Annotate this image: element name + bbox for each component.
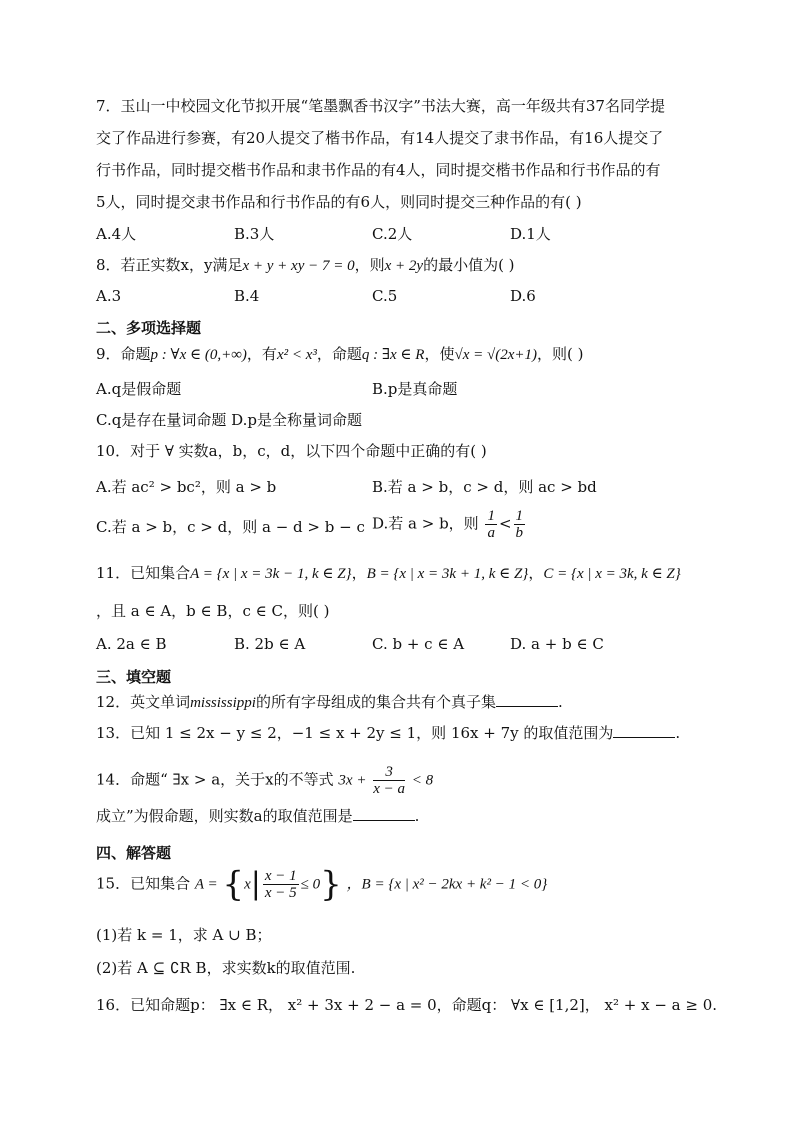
q12-stem xyxy=(96,692,563,713)
set-a-relation: ≤ 0 xyxy=(300,876,321,893)
fraction-denominator: x − 5 xyxy=(264,885,297,901)
q8-option-b: B.4 xyxy=(234,287,260,305)
fraction xyxy=(373,764,405,797)
q10-stem: 10．对于 ∀ 实数a，b，c，d，以下四个命题中正确的有( ) xyxy=(96,442,487,460)
fraction xyxy=(514,508,526,541)
q9-proposition-q: q : ∃x ∈ R xyxy=(361,347,425,363)
q9-post: ，则( ) xyxy=(536,345,584,363)
q9-mid2: ，命题 xyxy=(316,345,362,363)
q13-text: 13．已知 1 ≤ 2x − y ≤ 2，−1 ≤ x + 2y ≤ 1，则 16x + 7y 的取值范围为 xyxy=(96,724,614,742)
q14-pre: 14．命题“ ∃x > a，关于x的不等式 xyxy=(96,770,334,789)
relation: < xyxy=(498,514,512,533)
separator-bar: | xyxy=(250,866,261,902)
q11-option-a: A. 2a ∈ B xyxy=(96,635,167,653)
q8-equation: x + y + xy − 7 = 0 xyxy=(242,258,355,274)
fraction-denominator: x − a xyxy=(373,781,406,797)
q9-stem xyxy=(96,344,583,365)
q14-line2 xyxy=(96,806,419,826)
q12-post: 的所有字母组成的集合共有个真子集 xyxy=(255,693,496,711)
q15-part1: (1)若 k = 1，求 A ∪ B； xyxy=(96,926,272,944)
q7-line1: 7．玉山一中校园文化节拟开展“笔墨飘香书汉字”书法大赛，高一年级共有37名同学提 xyxy=(96,97,665,115)
q9-proposition-p: p : ∀x ∈ (0,+∞) xyxy=(150,347,247,363)
set-b: B = {x | x = 3k + 1, k ∈ Z} xyxy=(366,566,529,582)
fraction-numerator: 3 xyxy=(373,764,405,781)
q9-option-b: B.p是真命题 xyxy=(372,380,458,398)
q7-option-b: B.3人 xyxy=(234,225,275,243)
q8-option-c: C.5 xyxy=(372,287,398,305)
q8-option-d: D.6 xyxy=(510,287,536,305)
q8-target: x + 2y xyxy=(384,258,424,274)
section-heading-solutions: 四、解答题 xyxy=(96,844,172,862)
q15-part2: (2)若 A ⊆ ∁R B，求实数k的取值范围. xyxy=(96,959,356,977)
right-brace: } xyxy=(320,864,342,905)
q9-option-a: A.q是假命题 xyxy=(96,380,182,398)
fraction xyxy=(263,868,299,901)
set-a: A = {x | x = 3k − 1, k ∈ Z} xyxy=(190,566,352,582)
q8-option-a: A.3 xyxy=(96,287,122,305)
q7-option-a: A.4人 xyxy=(96,225,137,243)
q13-end: . xyxy=(675,724,681,742)
q10-option-a: A.若 ac² > bc²，则 a > b xyxy=(96,478,277,496)
q7-line4: 5人，同时提交隶书作品和行书作品的有6人，则同时提交三种作品的有( ) xyxy=(96,193,582,211)
q15-pre: 15．已知集合 xyxy=(96,874,191,893)
q14-line1 xyxy=(96,764,433,797)
left-brace: { xyxy=(222,864,245,905)
q8-stem xyxy=(96,255,515,276)
q7-line3: 行书作品，同时提交楷书作品和隶书作品的有4人，同时提交楷书作品和行书作品的有 xyxy=(96,161,661,179)
q7-line2: 交了作品进行参赛，有20人提交了楷书作品，有14人提交了隶书作品，有16人提交了 xyxy=(96,129,664,147)
answer-blank[interactable] xyxy=(613,723,675,738)
q10-option-d xyxy=(372,508,527,541)
q11-option-c: C. b + c ∈ A xyxy=(372,635,465,653)
set-c: C = {x | x = 3k, k ∈ Z} xyxy=(543,566,681,582)
fraction-numerator: 1 xyxy=(487,508,495,524)
fraction-numerator: 1 xyxy=(515,508,524,524)
fraction-denominator: b xyxy=(515,525,524,541)
q14-expr: 3x + xyxy=(338,772,367,789)
q13-stem xyxy=(96,723,680,743)
q7-option-d: D.1人 xyxy=(510,225,551,243)
answer-blank[interactable] xyxy=(496,692,558,707)
q7-option-c: C.2人 xyxy=(372,225,413,243)
section-heading-fill-in: 三、填空题 xyxy=(96,668,172,686)
q12-word: mississippi xyxy=(190,695,256,711)
fraction-denominator: a xyxy=(487,525,495,541)
q11-option-d: D. a + b ∈ C xyxy=(510,635,604,653)
q9-pre: 9．命题 xyxy=(96,345,151,363)
answer-blank[interactable] xyxy=(353,806,415,821)
q8-mid: ，则 xyxy=(354,256,385,274)
q12-end: . xyxy=(557,693,563,711)
q14-end: . xyxy=(414,807,420,825)
q15-stem xyxy=(96,864,548,905)
q11-pre: 11．已知集合 xyxy=(96,564,191,582)
fraction-numerator: x − 1 xyxy=(264,868,297,884)
q8-pre: 8．若正实数x，y满足 xyxy=(96,256,243,274)
q9-equation: √x = √(2x+1) xyxy=(454,347,537,363)
q14-line2-text: 成立”为假命题，则实数a的取值范围是 xyxy=(96,807,353,825)
q9-mid3: ，使 xyxy=(424,345,455,363)
q11-line2: ，且 a ∈ A，b ∈ B，c ∈ C，则( ) xyxy=(96,602,330,620)
q16-stem: 16．已知命题p： ∃x ∈ R， x² + 3x + 2 − a = 0，命题q： ∀x ∈ [1,2]， x² + x − a ≥ 0. xyxy=(96,996,718,1014)
set-a-lhs: A = xyxy=(194,876,218,893)
q9-option-cd: C.q是存在量词命题 D.p是全称量词命题 xyxy=(96,411,362,429)
q9-inequality: x² < x³ xyxy=(276,347,317,363)
q9-mid1: ，有 xyxy=(246,345,277,363)
q14-post: < 8 xyxy=(411,772,434,789)
q10-option-b: B.若 a > b，c > d，则 ac > bd xyxy=(372,478,597,496)
set-a-var: x xyxy=(244,876,251,893)
q12-pre: 12．英文单词 xyxy=(96,693,191,711)
set-b: ，B = {x | x² − 2kx + k² − 1 < 0} xyxy=(346,876,548,893)
q10-option-c: C.若 a > b，c > d，则 a − d > b − c xyxy=(96,518,365,536)
q8-post: 的最小值为( ) xyxy=(423,256,515,274)
fraction xyxy=(485,508,497,541)
q11-stem: 11．已知集合A = {x | x = 3k − 1, k ∈ Z}，B = {x | x = 3k + 1, k ∈ Z}，C = {x | x = 3k, k ∈ Z} xyxy=(96,564,681,582)
q10-option-d-pre: D.若 a > b，则 xyxy=(372,514,479,533)
q11-option-b: B. 2b ∈ A xyxy=(234,635,306,653)
section-heading-multiple-choice: 二、多项选择题 xyxy=(96,319,202,337)
